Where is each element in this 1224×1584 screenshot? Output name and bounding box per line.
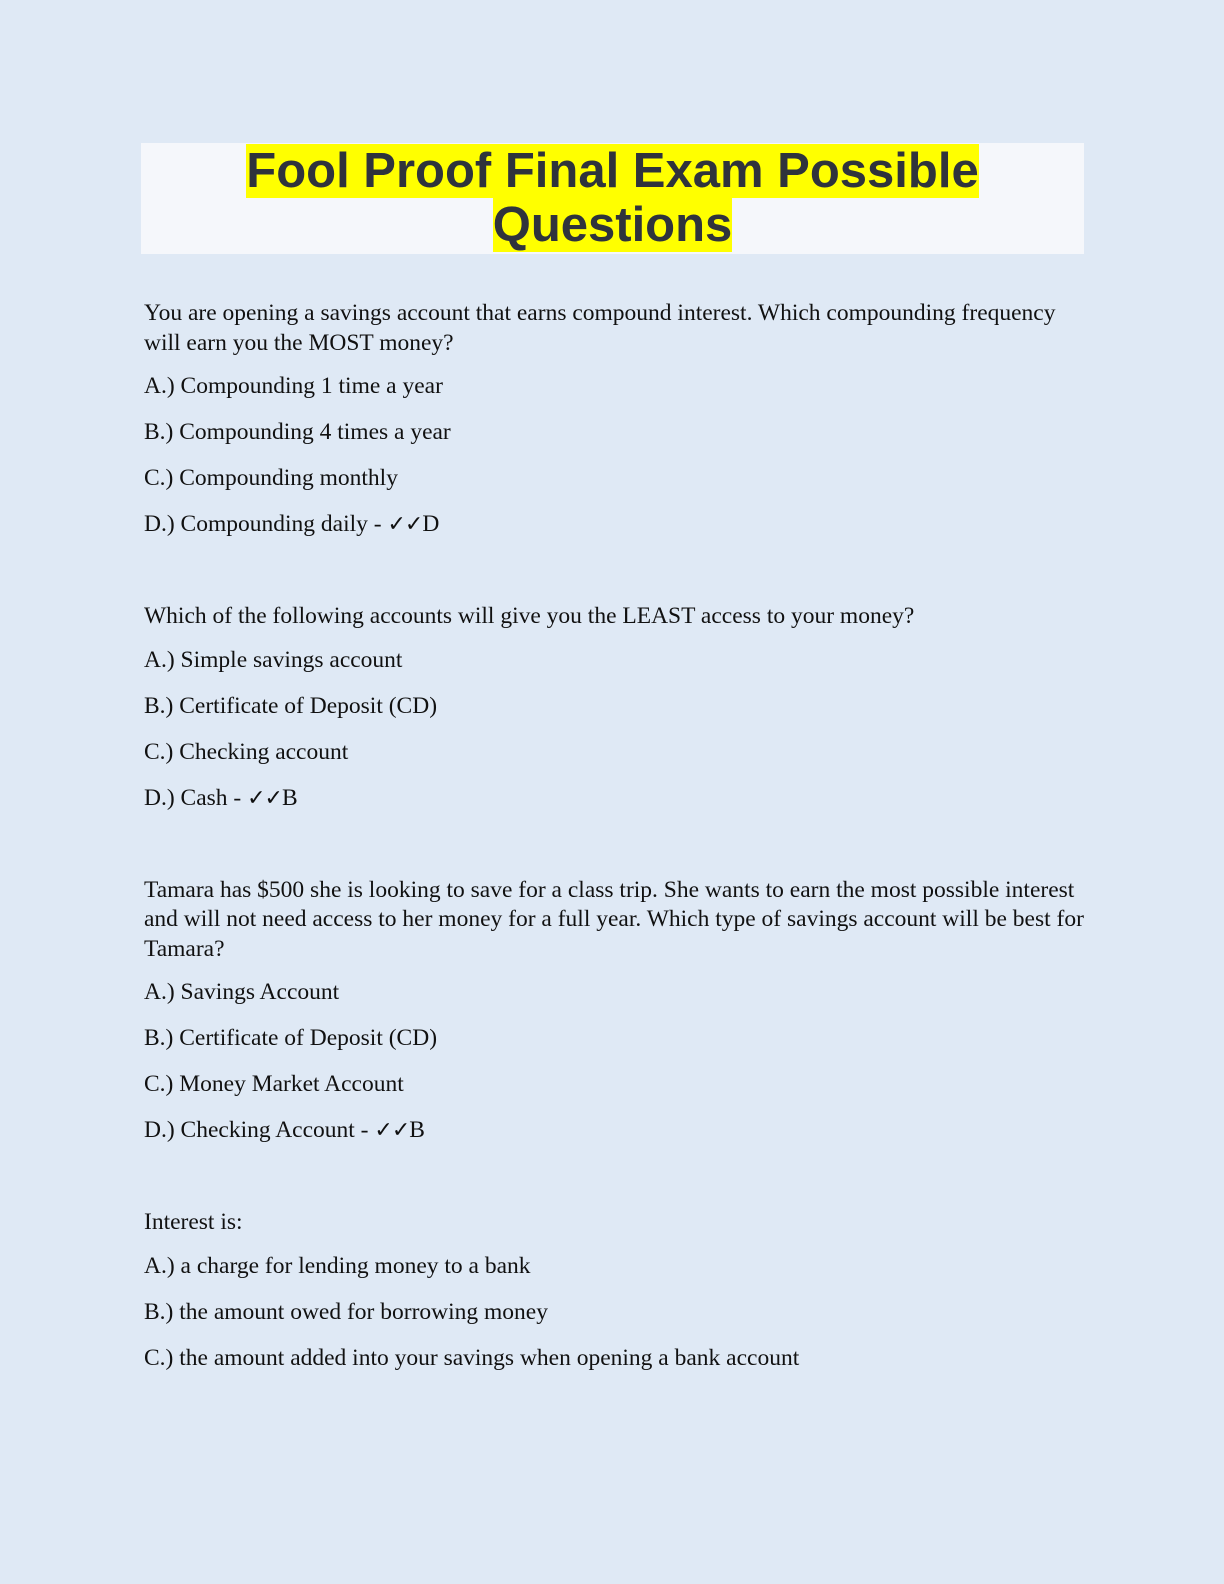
option-d-label: D.) Checking Account - bbox=[144, 1117, 375, 1143]
question-block-3 bbox=[144, 876, 1084, 1147]
option-c: C.) Checking account bbox=[144, 738, 349, 765]
option-b: B.) Compounding 4 times a year bbox=[144, 419, 451, 445]
option-d-label: D.) Cash - bbox=[144, 784, 248, 811]
document-title bbox=[141, 143, 1084, 254]
question-text: Which of the following accounts will give you the LEAST access to your money? bbox=[144, 603, 915, 629]
question-text: Interest is: bbox=[144, 1209, 243, 1235]
option-b: B.) Certificate of Deposit (CD) bbox=[144, 1025, 438, 1051]
double-check-icon: ✓✓ bbox=[387, 512, 423, 537]
option-c: C.) Compounding monthly bbox=[144, 465, 398, 491]
answer-letter: D bbox=[422, 511, 440, 537]
option-d bbox=[144, 1116, 1084, 1146]
question-block-1 bbox=[144, 299, 1084, 540]
question-text: You are opening a savings account that earns compound interest. Which compounding frequency will earn you the MOST money? bbox=[144, 300, 1056, 356]
option-d-label: D.) Compounding daily - bbox=[144, 511, 388, 537]
double-check-icon: ✓✓ bbox=[247, 785, 282, 811]
question-text: Tamara has $500 she is looking to save for a class trip. She wants to earn the most possible interest and will not need access to her money for a full year. Which type of savings account will be best for Tamara? bbox=[144, 876, 1084, 962]
answer-letter: B bbox=[409, 1117, 425, 1143]
title-line-2: Questions bbox=[492, 198, 733, 252]
option-d bbox=[144, 784, 1084, 814]
option-a: A.) a charge for lending money to a bank bbox=[144, 1252, 531, 1279]
answer-letter: B bbox=[282, 784, 298, 811]
double-check-icon: ✓✓ bbox=[374, 1118, 410, 1143]
option-d bbox=[144, 510, 1084, 540]
option-b: B.) the amount owed for borrowing money bbox=[144, 1298, 548, 1325]
option-a: A.) Simple savings account bbox=[144, 646, 403, 673]
option-a: A.) Compounding 1 time a year bbox=[144, 373, 443, 399]
title-line-1: Fool Proof Final Exam Possible bbox=[246, 144, 979, 198]
option-c: C.) Money Market Account bbox=[144, 1071, 404, 1097]
option-a: A.) Savings Account bbox=[144, 979, 340, 1005]
question-block-4 bbox=[144, 1208, 1084, 1374]
question-list bbox=[144, 299, 1084, 1436]
option-b: B.) Certificate of Deposit (CD) bbox=[144, 692, 438, 719]
question-block-2 bbox=[144, 602, 1084, 814]
option-c: C.) the amount added into your savings when opening a bank account bbox=[144, 1344, 800, 1371]
